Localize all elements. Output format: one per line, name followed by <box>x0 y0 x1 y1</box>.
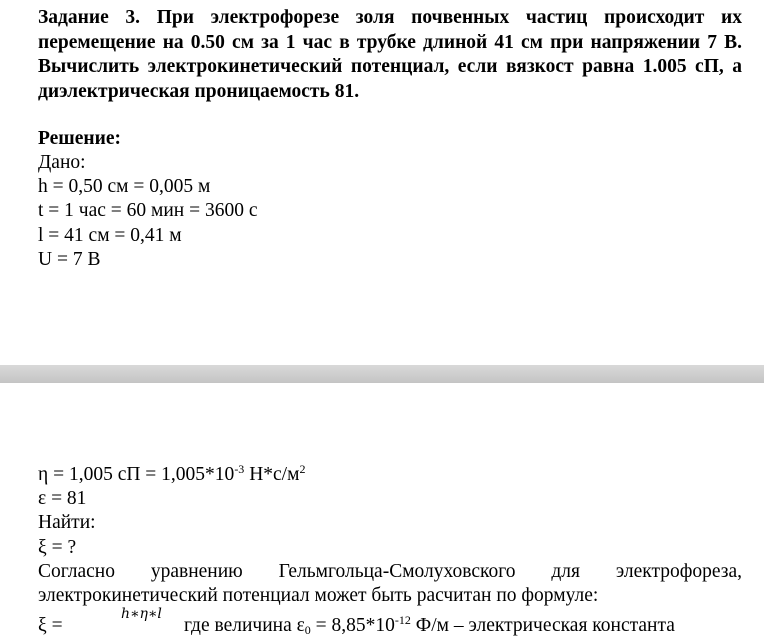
formula-numerator: h∗η∗l <box>121 606 162 622</box>
task-statement: Задание 3. При электрофорезе золя почвенных частиц происходит их перемещение на 0.50 см за 1 час в трубке длиной 41 см при напряжении 7 В. Вычислить электрокинетический потенциал, если вязкост равна 1.005 сП, а диэлектрическая проницаемость 81. <box>38 7 742 102</box>
given-block-part1 <box>38 151 258 272</box>
given-l: l = 41 см = 0,41 м <box>38 224 182 246</box>
given-u: U = 7 В <box>38 248 101 270</box>
paragraph-line-2: электрокинетический потенциал может быть расчитан по формуле: <box>38 585 599 607</box>
given-eps: ε = 81 <box>38 488 87 510</box>
find-label: Найти: <box>38 512 96 534</box>
given-h: h = 0,50 см = 0,005 м <box>38 176 211 198</box>
given-t: t = 1 час = 60 мин = 3600 с <box>38 200 258 222</box>
paragraph-line-1: Согласно уравнению Гельмгольца-Смолуховского для электрофореза, <box>38 560 742 582</box>
formula-lhs: ξ = <box>38 615 63 636</box>
page-break-divider <box>0 365 764 383</box>
given-block-part2 <box>38 463 742 608</box>
given-label: Дано: <box>38 152 86 173</box>
formula-line <box>38 606 742 637</box>
find-xi: ξ = ? <box>38 536 77 558</box>
given-eta: η = 1,005 сП = $1,005*10^{-3}$ $Н*с/м^2$ <box>38 462 306 485</box>
solution-heading: Решение: <box>38 128 122 149</box>
formula-tail: где величина $\varepsilon_0 = 8,85*10^{-12}$ Ф/м – электрическая константа <box>184 613 675 637</box>
